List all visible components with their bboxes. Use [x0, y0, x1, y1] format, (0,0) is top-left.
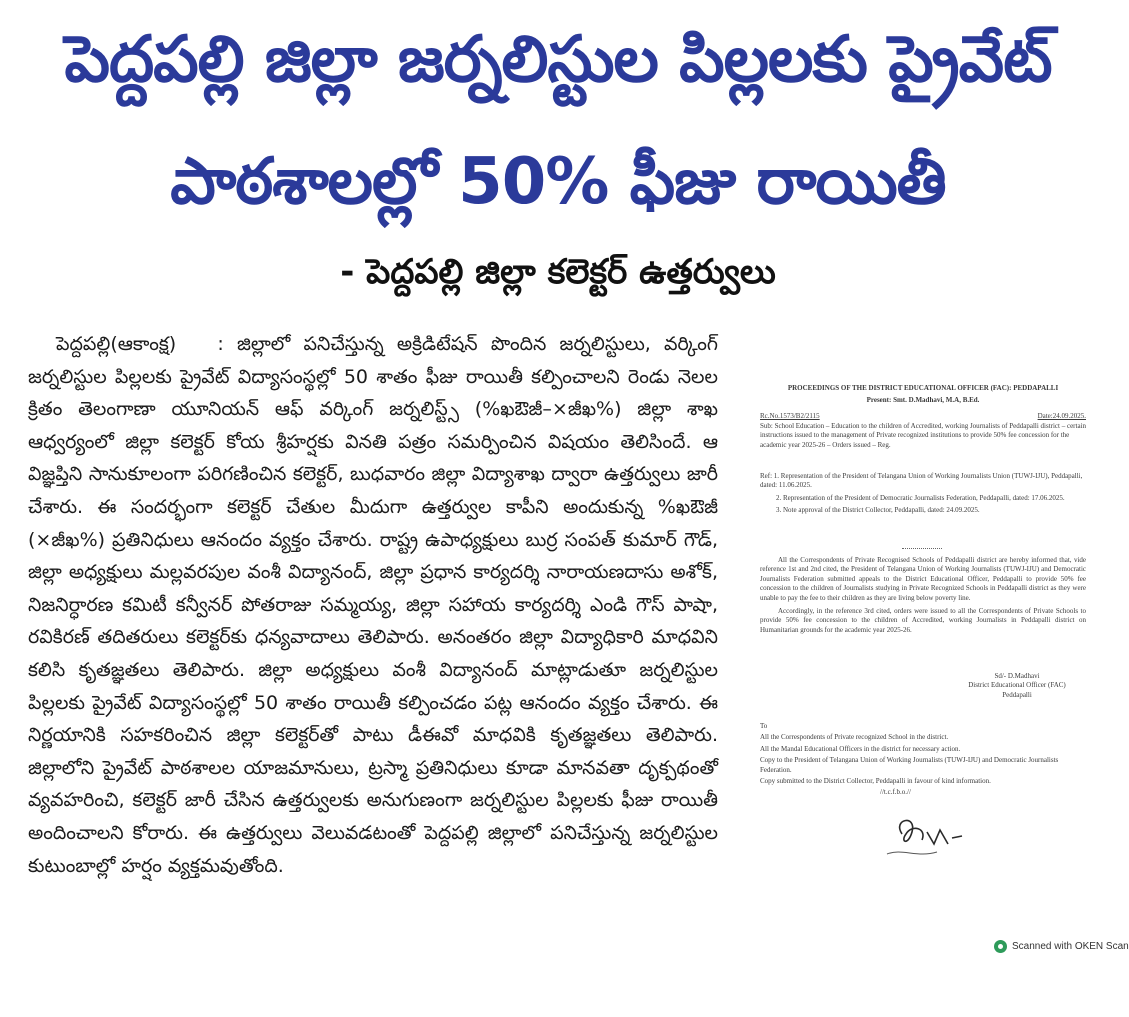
document-title: PROCEEDINGS OF THE DISTRICT EDUCATIONAL OFFICER (FAC): PEDDAPALLI — [787, 384, 1059, 392]
document-distribution — [760, 722, 1090, 800]
document-references — [760, 472, 1086, 519]
headline-line-1: పెద్దపల్లి జిల్లా జర్నలిస్టుల పిల్లలకు ప్రైవేట్ — [64, 23, 1052, 97]
document-paragraph-2: Accordingly, in the reference 3rd cited, orders were issued to all the Correspondents of Private Schools to provide 50% fee concession to the children of Accredited, working Journalists in Peddapalli district on Humanitarian grounds for the academic year 2025-26. — [760, 607, 1086, 634]
document-to-2: All the Mandal Educational Officers in the district for necessary action. — [760, 744, 961, 753]
scanner-watermark — [994, 940, 1129, 953]
article-body — [28, 328, 718, 882]
scanned-proceedings-document — [752, 372, 1094, 872]
document-present: Present: Smt. D.Madhavi, M.A, B.Ed. — [866, 396, 980, 404]
document-subject: Sub: School Education – Education to the children of Accredited, working Journalists of Peddapalli district – certain instructions issued to the management of Private recognized institutions to provide 50% fee concession for the academic year 2025-26 – Orders issued – Reg. — [760, 422, 1087, 449]
document-to-4: Copy submitted to the District Collector, Peddapalli in favour of kind information. — [760, 777, 991, 786]
document-ref-3: 3. Note approval of the District Collector, Peddapalli, dated: 24.09.2025. — [776, 506, 980, 515]
oken-scan-logo-icon — [994, 940, 1007, 953]
document-ref-1: Ref: 1. Representation of the President of Telangana Union of Working Journalists Union (TUWJ-IJU), Peddapalli, dated: 11.06.2025. — [760, 472, 1083, 490]
article-text: : జిల్లాలో పనిచేస్తున్న అక్రిడిటేషన్ పొందిన జర్నలిస్టులు, వర్కింగ్ జర్నలిస్టుల పిల్లలకు ప్రైవేట్ విద్యాసంస్థల్లో 50 శాతం ఫీజు రాయితీ కల్పించాలని రెండు నెలల క్రితం తెలంగాణా యూనియన్ ఆఫ్ వర్కింగ్ జర్నలిస్ట్స్ (%ఖఔజీ–×జీఖ%) జిల్లా శాఖ ఆధ్వర్యంలో జిల్లా కలెక్టర్ కోయ శ్రీహర్షకు వినతి పత్రం సమర్పించిన విషయం తెలిసిందే. ఆ విజ్ఞప్తిని సానుకూలంగా పరిగణించిన కలెక్టర్, బుధవారం జిల్లా విద్యాశాఖ ద్వారా ఉత్తర్వులు జారీ చేశారు. ఈ సందర్భంగా కలెక్టర్ చేతుల మీదుగా ఉత్తర్వుల కాపీని అందుకున్న %ఖఔజీ (×జీఖ%) ప్రతినిధులు ఆనందం వ్యక్తం చేశారు. రాష్ట్ర ఉపాధ్యక్షులు బుర్ర సంపత్ కుమార్ గౌడ్, జిల్లా అధ్యక్షులు మల్లవరపుల వంశీ విద్యానంద్, జిల్లా ప్రధాన కార్యదర్శి నారాయణదాసు అశోక్, నిజనిర్ధారణ కమిటీ కన్వీనర్ పోతరాజు సమ్మయ్య, జిల్లా సహాయ కార్యదర్శి ఎండి గౌస్ పాషా, రవికిరణ్ తదితరులు కలెక్టర్‌కు ధన్యవాదాలు తెలిపారు. అనంతరం జిల్లా విద్యాధికారి మాధవిని కలిసి కృతజ్ఞతలు తెలిపారు. జిల్లా అధ్యక్షులు వంశీ విద్యానంద్ మాట్లాడుతూ జర్నలిస్టుల పిల్లలకు ప్రైవేట్ విద్యాసంస్థల్లో 50 శాతం రాయితీ కల్పించడం పట్ల ఆనందం వ్యక్తం చేశారు. ఈ నిర్ణయానికి సహకరించిన జిల్లా కలెక్టర్‌తో పాటు డీఈవో మాధవికి కృతజ్ఞతలు తెలిపారు. జిల్లాలోని ప్రైవేట్ పాఠశాలల యాజమానులు, ట్రస్మా ప్రతినిధులు కూడా మానవతా దృక్పథంతో వ్యవహరించి, కలెక్టర్ జారీ చేసిన ఉత్తర్వులకు అనుగుణంగా జర్నలిస్టుల పిల్లలకు ఫీజు రాయితీ అందించాలని కోరారు. ఈ ఉత్తర్వులు వెలువడటంతో పెద్దపల్లి జిల్లాలో పనిచేస్తున్న జర్నలిస్టుల కుటుంబాల్లో హర్షం వ్యక్తమవుతోంది. — [28, 333, 718, 877]
headline-subtitle: - పెద్దపల్లి జిల్లా కలెక్టర్ ఉత్తర్వులు — [340, 252, 776, 292]
document-ref-2: 2. Representation of the President of Democratic Journalists Federation, Peddapalli, dated: 17.06.2025. — [776, 493, 1065, 502]
document-tcfbo: //t.c.f.b.o.// — [880, 788, 911, 797]
document-body — [760, 556, 1086, 639]
document-signature-block — [942, 672, 1092, 700]
document-signer: Sd/- D.Madhavi — [994, 672, 1040, 680]
article-dateline: పెద్దపల్లి(ఆకాంక్ష) — [56, 333, 177, 355]
document-to-3: Copy to the President of Telangana Union of Working Journalists (TUWJ-IJU) and Democratic Journalists Federation. — [760, 756, 1059, 774]
document-rc-number: Rc.No.1573/B2/2115 — [760, 412, 820, 420]
document-to: To — [760, 722, 768, 730]
document-to-1: All the Correspondents of Private recognized School in the district. — [760, 733, 949, 742]
document-paragraph-1: All the Correspondents of Private Recognised Schools of Peddapalli district are hereby informed that, vide reference 1st and 2nd cited, the President of Telangana Union of Working Journalists (TUWJ-IJU) and Democratic Journalists Federation submitted appeals to the District Educational Officer, Peddapalli to provide 50% fee concession to the children of Journalists studying in Private Recognized Schools in Peddapalli district as they were unable to pay the fee to their children as they are living below poverty line. — [760, 556, 1086, 602]
document-signer-designation: District Educational Officer (FAC) — [968, 681, 1066, 690]
document-divider — [902, 548, 942, 549]
document-signer-place: Peddapalli — [1002, 690, 1032, 699]
headline-line-2: పాఠశాలల్లో 50% ఫీజు రాయితీ — [170, 145, 946, 219]
scanner-label: Scanned with OKEN Scan — [1012, 941, 1129, 952]
document-date: Date:24.09.2025. — [1037, 412, 1086, 420]
handwritten-signature-stamp — [882, 814, 972, 864]
